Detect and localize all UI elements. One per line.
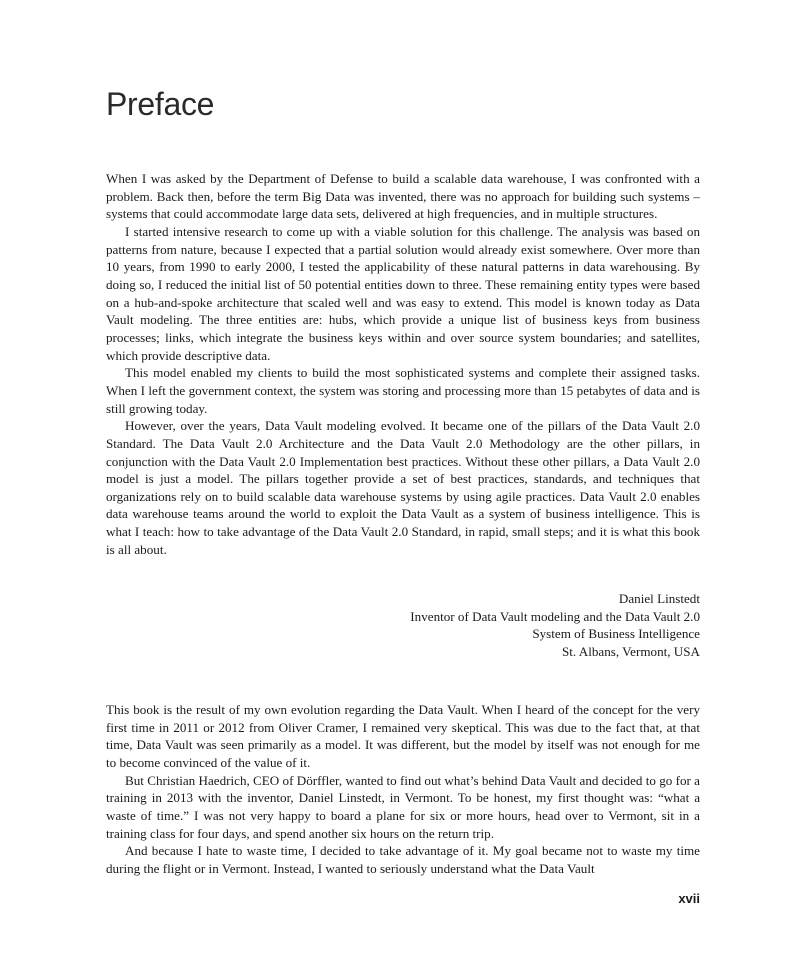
paragraph: And because I hate to waste time, I decided to take advantage of it. My goal became not to waste my time during the flight or in Vermont. Instead, I wanted to seriously understand what the Data Vault bbox=[106, 843, 700, 876]
paragraph: This model enabled my clients to build the most sophisticated systems and complete their assigned tasks. When I left the government context, the system was storing and processing more than 15 petabytes of data and is still growing today. bbox=[106, 365, 700, 416]
paragraph: This book is the result of my own evolution regarding the Data Vault. When I heard of the concept for the very first time in 2011 or 2012 from Oliver Cramer, I remained very skeptical. This was due to the fact that, at that time, Data Vault was seen primarily as a model. It was different, but the model by itself was not enough for me to become convinced of the value of it. bbox=[106, 702, 700, 770]
signature-location: St. Albans, Vermont, USA bbox=[562, 643, 700, 659]
preface-section-2 bbox=[106, 701, 700, 878]
preface-section-1 bbox=[106, 170, 700, 558]
signature-role: Inventor of Data Vault modeling and the Data Vault 2.0 bbox=[410, 608, 700, 624]
signature-block bbox=[300, 590, 700, 661]
paragraph: When I was asked by the Department of Defense to build a scalable data warehouse, I was confronted with a problem. Back then, before the term Big Data was invented, there was no approach for building such systems – systems that could accommodate large data sets, delivered at high frequencies, and in multiple structures. bbox=[106, 171, 700, 222]
page-title: Preface bbox=[106, 86, 215, 122]
signature-organization: System of Business Intelligence bbox=[532, 626, 700, 642]
signature-name: Daniel Linstedt bbox=[618, 591, 700, 606]
paragraph: I started intensive research to come up with a viable solution for this challenge. The analysis was based on patterns from nature, because I expected that a partial solution would already exist somewhere. Over more than 10 years, from 1990 to early 2000, I tested the applicability of these natural patterns in data warehousing. By doing so, I reduced the initial list of 50 potential entities down to three. These remaining entity types were based on a hub-and-spoke architecture that scaled well and was easy to extend. This model is known today as Data Vault modeling. The three entities are: hubs, which provide a unique list of business keys from business processes; links, which integrate the business keys within and over source system boundaries; and satellites, which provide descriptive data. bbox=[106, 223, 700, 363]
paragraph: However, over the years, Data Vault modeling evolved. It became one of the pillars of the Data Vault 2.0 Standard. The Data Vault 2.0 Architecture and the Data Vault 2.0 Methodology are the other pillars, in conjunction with the Data Vault 2.0 Implementation best practices. Without these other pillars, a Data Vault 2.0 model is just a model. The pillars together provide a set of best practices, standards, and techniques that organizations rely on to build scalable data warehouse systems by using agile practices. Data Vault 2.0 enables data warehouse teams around the world to exploit the Data Vault as a system of business intelligence. This is what I teach: how to take advantage of the Data Vault 2.0 Standard, in rapid, small steps; and it is what this book is all about. bbox=[106, 418, 700, 557]
page-number: xvii bbox=[678, 891, 700, 906]
paragraph: But Christian Haedrich, CEO of Dörffler, wanted to find out what’s behind Data Vault and decided to go for a training in 2013 with the inventor, Daniel Linstedt, in Vermont. To be honest, my first thought was: “what a waste of time.” I was not very happy to board a plane for six or more hours, head over to Vermont, sit in a training class for four days, and spend another six hours on the return trip. bbox=[106, 772, 700, 841]
